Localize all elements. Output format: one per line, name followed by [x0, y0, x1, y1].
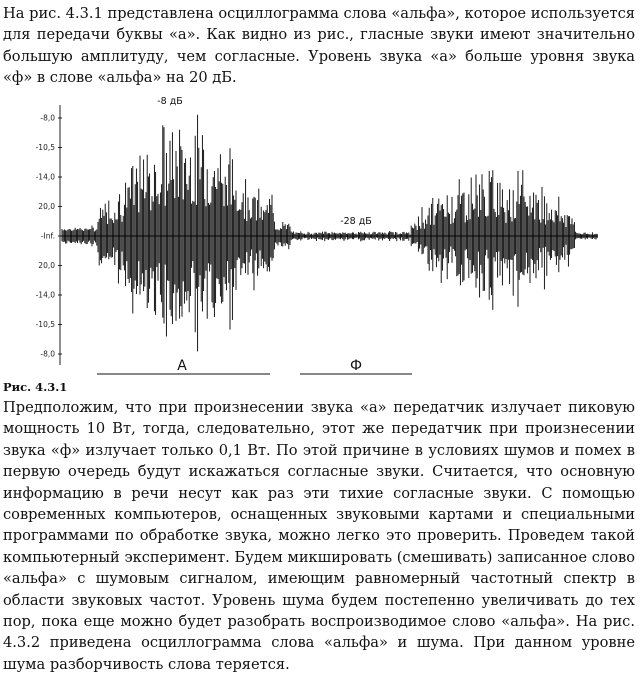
y-tick-label: -8,0 — [40, 113, 55, 123]
y-tick-label: -10,5 — [35, 320, 55, 329]
peak-f-annotation: -28 дБ — [340, 216, 372, 227]
intro-paragraph: На рис. 4.3.1 представлена осциллограмма слова «альфа», которое используется для передачи буквы «а». Как видно из рис., гласные звуки имеют значительно большую амплитуду, чем согласные. Уровень звука «а» больше уровня звука «ф» в слове «альфа» на 20 дБ. — [3, 5, 635, 87]
peak-a-annotation: -8 дБ — [157, 96, 183, 107]
y-tick-label: -14,0 — [35, 290, 55, 300]
y-tick-label: -Inf. — [40, 231, 55, 241]
y-tick-label: 20,0 — [38, 202, 55, 211]
experiment-paragraph: Предположим, что при произнесении звука «а» передатчик излучает пиковую мощность 10 Вт, тогда, следовательно, этот же передатчик при произнесении звука «ф» излучает только 0,1 Вт. По этой причине в условиях шумов и помех в первую очередь будут искажаться согласные звуки. Считается, что основную информацию в речи несут как раз эти тихие согласные звуки. С помощью современных компьютеров, оснащенных звуковыми картами и специальными программами по обработке звука, можно легко это проверить. Проведем такой компьютерный эксперимент. Будем микшировать (смешивать) записанное слово «альфа» с шумовым сигналом, имеющим равномерный частотный спектр в области звуковых частот. Уровень шума будем постепенно увеличивать до тех пор, пока еще можно будет разобрать воспроизводимое слово «альфа». На рис. 4.3.2 приведена осциллограмма слова «альфа» и шума. При данном уровне шума разборчивость слова теряется. — [3, 399, 635, 673]
y-tick-label: 20,0 — [38, 261, 55, 270]
segment-a-label: А — [177, 358, 187, 374]
waveform — [62, 115, 597, 352]
y-tick-label: -10,5 — [35, 143, 55, 152]
segment-f-label: Ф — [349, 358, 363, 374]
figure-caption: Рис. 4.3.1 — [3, 380, 68, 394]
y-axis-ticks — [36, 114, 62, 359]
y-tick-label: -8,0 — [40, 349, 55, 359]
y-tick-label: -14,0 — [35, 172, 55, 182]
